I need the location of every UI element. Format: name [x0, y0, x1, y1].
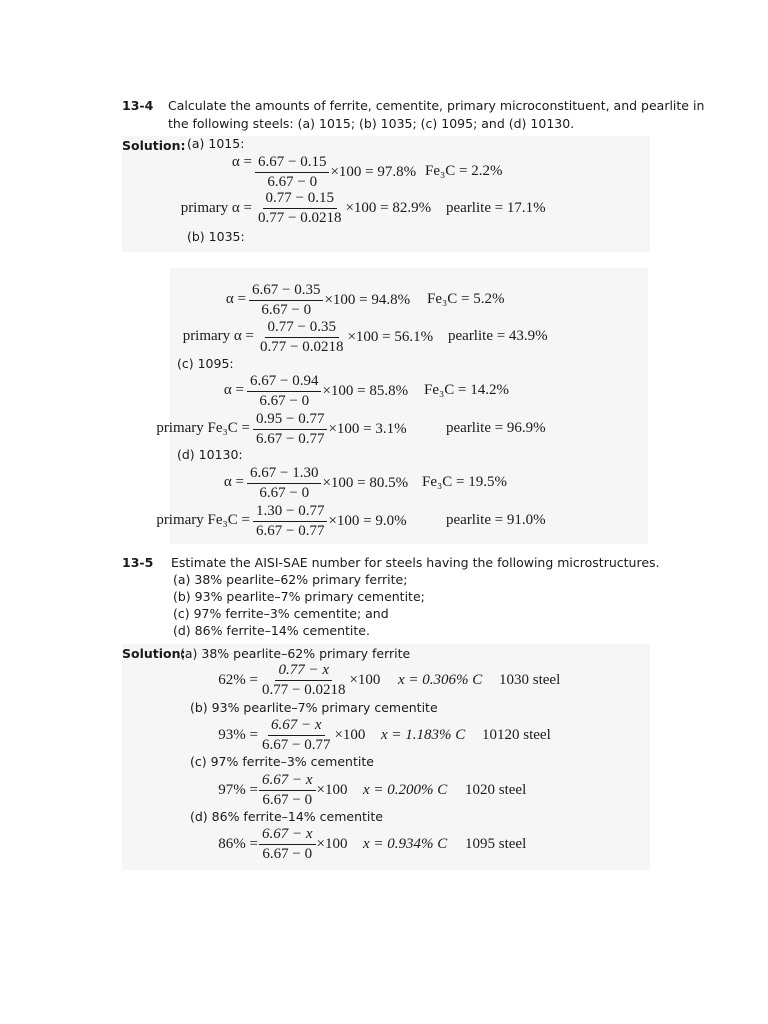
fraction [247, 465, 321, 502]
eq-rhs: ×100 = 82.9% [345, 200, 432, 216]
result-13-4-c-pearlite: pearlite = 96.9% [446, 420, 546, 436]
steel-result-13-5-a: 1030 steel [499, 672, 561, 688]
problem-text-13-5: Estimate the AISI-SAE number for steels having the following microstructures. [171, 555, 660, 570]
numerator: 0.77 − 0.15 [263, 190, 337, 209]
solution-label-13-4: Solution: [122, 138, 186, 153]
eq-lhs-13-4-d-primary: primary Fe₃C = [156, 512, 250, 528]
equation-13-4-d-ferrite [246, 465, 408, 502]
eq-rhs: ×100 = 80.5% [322, 475, 409, 491]
problem-item-13-5-c: (c) 97% ferrite–3% cementite; and [173, 606, 389, 621]
problem-item-13-5-b: (b) 93% pearlite–7% primary cementite; [173, 589, 425, 604]
fraction [247, 373, 321, 410]
equation-13-4-a-ferrite-rhs [254, 154, 416, 191]
eq-rhs: ×100 = 97.8% [330, 164, 417, 180]
fraction [259, 772, 316, 809]
result-13-4-d-pearlite: pearlite = 91.0% [446, 512, 546, 528]
part-label-13-5-b: (b) 93% pearlite–7% primary cementite [190, 700, 438, 715]
fraction [259, 717, 333, 754]
equation-13-4-c-primary [252, 411, 407, 448]
eq-lhs-13-4-d-ferrite: α = [223, 474, 244, 490]
eq-lhs-13-5-b: 93% = [218, 727, 258, 743]
steel-result-13-5-d: 1095 steel [465, 836, 527, 852]
denominator: 6.67 − 0 [267, 174, 318, 190]
result-13-4-b-fe3c: Fe₃C = 5.2% [427, 291, 505, 307]
x-result-13-5-a: x = 0.306% C [398, 672, 483, 688]
numerator: 6.67 − x [259, 826, 316, 845]
problem-number-13-4: 13-4 [122, 98, 154, 113]
eq-lhs: α = [231, 154, 252, 170]
fraction [249, 282, 323, 319]
denominator: 6.67 − 0 [262, 792, 313, 808]
x-result-13-5-d: x = 0.934% C [363, 836, 448, 852]
result-13-4-d-fe3c: Fe₃C = 19.5% [422, 474, 507, 490]
part-label-13-5-a: (a) 38% pearlite–62% primary ferrite [180, 646, 411, 661]
eq-lhs-13-4-b-primary: primary α = [182, 328, 254, 344]
result-13-4-c-fe3c: Fe₃C = 14.2% [424, 382, 509, 398]
equation-13-4-b-primary [256, 319, 433, 356]
eq-lhs-13-4-c-ferrite: α = [223, 382, 244, 398]
fraction [259, 826, 316, 863]
equation-13-4-b-ferrite [248, 282, 410, 319]
eq-lhs-13-4-c-primary: primary Fe₃C = [156, 420, 250, 436]
fraction [253, 503, 327, 540]
result-13-4-a-fe3c: Fe₃C = 2.2% [425, 163, 503, 179]
solution-label-13-5: Solution: [122, 646, 186, 661]
denominator: 0.77 − 0.0218 [262, 682, 346, 698]
fraction [253, 411, 327, 448]
result-13-4-b-pearlite: pearlite = 43.9% [448, 328, 548, 344]
part-label-13-4-a: (a) 1015: [187, 136, 245, 151]
equation-13-4-a-ferrite [232, 154, 252, 171]
denominator: 6.67 − 0 [262, 846, 313, 862]
steel-result-13-5-c: 1020 steel [465, 782, 527, 798]
equation-13-4-a-primary [254, 190, 431, 227]
numerator: 6.67 − 0.94 [247, 373, 321, 392]
eq-lhs-13-4-a-primary: primary α = [180, 200, 252, 216]
steel-result-13-5-b: 10120 steel [482, 727, 551, 743]
fraction [255, 154, 329, 191]
eq-rhs: ×100 = 9.0% [328, 513, 407, 529]
numerator: 6.67 − 1.30 [247, 465, 321, 484]
numerator: 0.77 − x [275, 662, 332, 681]
eq-rhs: ×100 [334, 727, 366, 743]
eq-lhs-13-5-d: 86% = [218, 836, 258, 852]
part-label-13-4-b: (b) 1035: [187, 229, 245, 244]
equation-13-5-c [258, 772, 348, 809]
denominator: 0.77 − 0.0218 [260, 339, 344, 355]
result-13-4-a-pearlite: pearlite = 17.1% [446, 200, 546, 216]
numerator: 1.30 − 0.77 [253, 503, 327, 522]
eq-lhs-13-5-a: 62% = [218, 672, 258, 688]
problem-item-13-5-d: (d) 86% ferrite–14% cementite. [173, 623, 370, 638]
numerator: 6.67 − 0.15 [255, 154, 329, 173]
eq-rhs: ×100 [316, 836, 348, 852]
equation-13-4-c-ferrite [246, 373, 408, 410]
x-result-13-5-b: x = 1.183% C [381, 727, 466, 743]
part-label-13-5-c: (c) 97% ferrite–3% cementite [190, 754, 374, 769]
eq-rhs: ×100 = 94.8% [324, 292, 411, 308]
denominator: 6.67 − 0.77 [262, 737, 331, 753]
denominator: 6.67 − 0 [261, 302, 312, 318]
numerator: 0.77 − 0.35 [265, 319, 339, 338]
denominator: 6.67 − 0 [259, 393, 310, 409]
eq-lhs-13-5-c: 97% = [218, 782, 258, 798]
eq-rhs: ×100 = 85.8% [322, 383, 409, 399]
x-result-13-5-c: x = 0.200% C [363, 782, 448, 798]
eq-rhs: ×100 = 3.1% [328, 421, 407, 437]
problem-text-13-4-line1: Calculate the amounts of ferrite, cementite, primary microconstituent, and pearlite in [168, 98, 705, 113]
fraction [257, 319, 346, 356]
equation-13-4-d-primary [252, 503, 407, 540]
equation-13-5-a [258, 662, 380, 699]
denominator: 6.67 − 0.77 [256, 431, 325, 447]
part-label-13-5-d: (d) 86% ferrite–14% cementite [190, 809, 383, 824]
problem-number-13-5: 13-5 [122, 555, 154, 570]
part-label-13-4-c: (c) 1095: [177, 356, 234, 371]
problem-item-13-5-a: (a) 38% pearlite–62% primary ferrite; [173, 572, 408, 587]
fraction [259, 662, 348, 699]
problem-text-13-4-line2: the following steels: (a) 1015; (b) 1035; (c) 1095; and (d) 10130. [168, 116, 575, 131]
eq-rhs: ×100 [349, 672, 381, 688]
denominator: 6.67 − 0.77 [256, 523, 325, 539]
equation-13-5-b [258, 717, 365, 754]
eq-lhs-13-4-b-ferrite: α = [225, 291, 246, 307]
part-label-13-4-d: (d) 10130: [177, 447, 243, 462]
eq-rhs: ×100 = 56.1% [347, 329, 434, 345]
numerator: 6.67 − x [259, 772, 316, 791]
denominator: 6.67 − 0 [259, 485, 310, 501]
equation-13-5-d [258, 826, 348, 863]
numerator: 6.67 − x [268, 717, 325, 736]
numerator: 6.67 − 0.35 [249, 282, 323, 301]
denominator: 0.77 − 0.0218 [258, 210, 342, 226]
numerator: 0.95 − 0.77 [253, 411, 327, 430]
fraction [255, 190, 344, 227]
eq-rhs: ×100 [316, 782, 348, 798]
